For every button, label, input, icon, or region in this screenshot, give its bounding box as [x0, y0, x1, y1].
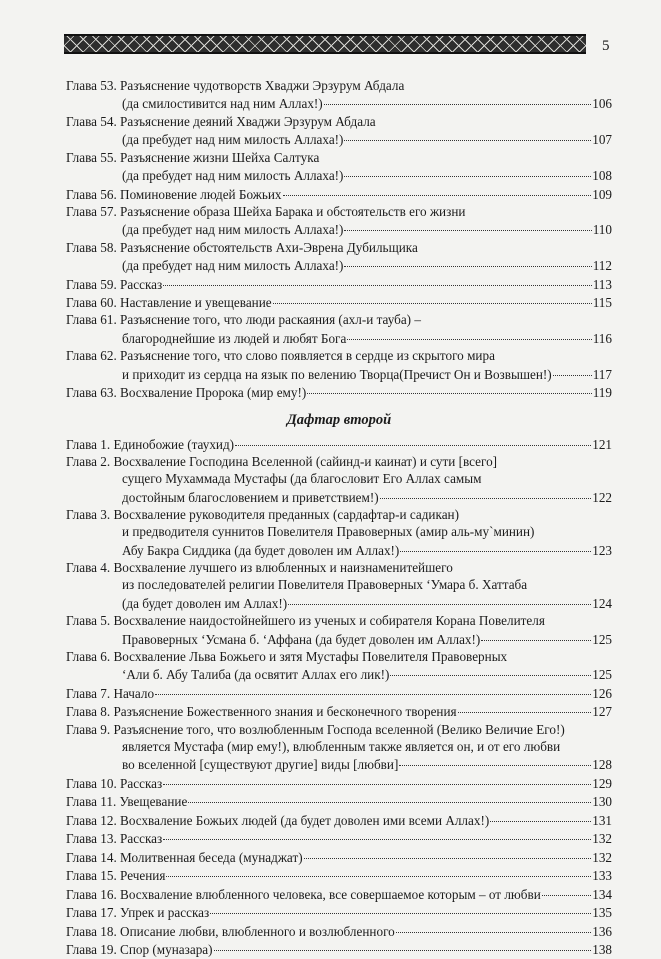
dot-leader	[188, 789, 591, 803]
toc-entry-title: Глава 56. Поминовение людей Божьих	[66, 186, 282, 202]
toc-entry	[66, 702, 612, 720]
toc-entry-title: (да пребудет над ним милость Аллаха!)	[122, 258, 344, 274]
toc-entry	[66, 184, 612, 202]
toc-entry-line	[66, 866, 612, 884]
dot-leader	[344, 217, 591, 231]
toc-entry-title: Глава 7. Начало	[66, 685, 155, 701]
dot-leader	[324, 91, 592, 105]
dot-leader	[163, 771, 591, 785]
toc-entry-line: Глава 6. Восхваление Льва Божьего и зятя Мустафы Повелителя Правоверных	[66, 648, 508, 664]
dot-leader	[288, 591, 591, 605]
toc-entry-title: Глава 13. Рассказ	[66, 831, 163, 847]
toc-entry-line	[66, 594, 612, 612]
toc-page-number: 125	[592, 631, 612, 647]
toc-section-2	[66, 434, 612, 958]
table-of-contents	[66, 77, 612, 959]
toc-entry-line	[66, 383, 612, 401]
dot-leader	[210, 900, 591, 914]
dot-leader	[273, 290, 592, 304]
dot-leader	[214, 937, 592, 951]
toc-entry-title: Глава 15. Речения	[66, 868, 166, 884]
toc-entry-line	[66, 184, 612, 202]
toc-entry-title: Правоверных ʻУсмана б. ʻАффана (да будет доволен им Аллах!)	[122, 631, 481, 647]
dot-leader	[553, 361, 592, 375]
toc-page-number: 130	[592, 794, 612, 810]
toc-entry-title: достойным благословением и приветствием!)	[122, 489, 379, 505]
toc-entry	[66, 383, 612, 401]
toc-page-number: 126	[592, 685, 612, 701]
toc-page-number: 127	[592, 704, 612, 720]
toc-entry-title: Глава 17. Упрек и рассказ	[66, 905, 210, 921]
toc-page-number: 124	[592, 595, 612, 611]
toc-entry-line	[66, 434, 612, 452]
toc-page-number: 132	[592, 849, 612, 865]
toc-entry-line: Глава 4. Восхваление лучшего из влюбленных и наизнаменитейшего	[66, 560, 453, 576]
toc-entry-title: Глава 59. Рассказ	[66, 276, 163, 292]
dot-leader	[390, 662, 591, 676]
dot-leader	[166, 863, 591, 877]
dot-leader	[163, 826, 591, 840]
toc-page-number: 129	[592, 775, 612, 791]
dot-leader	[490, 808, 591, 822]
toc-page-number: 125	[592, 667, 612, 683]
page-number: 5	[602, 38, 610, 54]
toc-page-number: 119	[592, 385, 612, 401]
toc-entry	[66, 311, 612, 347]
dot-leader	[400, 538, 591, 552]
toc-entry-line	[66, 130, 612, 148]
header-ornament	[64, 34, 586, 54]
toc-page-number: 112	[592, 258, 612, 274]
toc-entry-line: из последователей религии Повелителя Правоверных ʻУмара б. Хаттаба	[122, 577, 528, 593]
toc-page-number: 135	[592, 905, 612, 921]
toc-page-number: 133	[592, 868, 612, 884]
toc-entry-line: Глава 3. Восхваление руководителя преданных (сардафтар-и садикан)	[66, 506, 459, 522]
toc-page-number: 128	[592, 757, 612, 773]
toc-entry-title: Абу Бакра Сиддика (да будет доволен им Аллах!)	[122, 542, 400, 558]
toc-entry	[66, 940, 612, 958]
toc-entry-line: и предводителя суннитов Повелителя Правоверных (амир аль-му`минин)	[122, 524, 535, 540]
toc-entry-line: Глава 58. Разъяснение обстоятельств Ахи-Эврена Дубильщика	[66, 239, 418, 255]
toc-page-number: 136	[592, 923, 612, 939]
toc-entry	[66, 453, 612, 506]
toc-page-number: 117	[592, 366, 612, 382]
dot-leader	[399, 752, 591, 766]
section-heading: Дафтар второй	[286, 412, 392, 429]
toc-page-number: 138	[592, 942, 612, 958]
dot-leader	[304, 845, 592, 859]
toc-page-number: 115	[592, 295, 612, 311]
toc-entry-title: Глава 1. Единобожие (таухид)	[66, 436, 235, 452]
toc-entry	[66, 559, 612, 612]
toc-entry	[66, 149, 612, 185]
toc-entry-line: Глава 61. Разъяснение того, что люди раскаяния (ахл-и тауба) –	[66, 312, 421, 328]
toc-entry-line: Глава 62. Разъяснение того, что слово появляется в сердце из скрытого мира	[66, 348, 495, 364]
toc-entry-title: Глава 14. Молитвенная беседа (мунаджат)	[66, 849, 303, 865]
toc-entry-title: (да пребудет над ним милость Аллаха!)	[122, 132, 344, 148]
toc-entry-line: Глава 55. Разъяснение жизни Шейха Салтука	[66, 149, 320, 165]
dot-leader	[307, 380, 591, 394]
toc-entry-line	[66, 220, 612, 238]
toc-entry	[66, 77, 612, 113]
toc-entry	[66, 721, 612, 774]
toc-entry-line	[66, 541, 612, 559]
dot-leader	[396, 919, 591, 933]
toc-page-number: 107	[592, 132, 612, 148]
toc-entry	[66, 612, 612, 648]
toc-entry-line	[66, 940, 612, 958]
toc-entry-title: (да пребудет над ним милость Аллаха!)	[122, 222, 344, 238]
dot-leader	[380, 484, 592, 498]
toc-entry-line: сущего Мухаммада Мустафы (да благословит Его Аллах самым	[122, 471, 482, 487]
toc-entry-line	[66, 629, 612, 647]
toc-entry-title: Глава 10. Рассказ	[66, 775, 163, 791]
toc-entry-title: во вселенной [существуют другие] виды [любви]	[122, 757, 399, 773]
toc-entry-title: Глава 19. Спор (муназара)	[66, 942, 213, 958]
toc-entry	[66, 113, 612, 149]
toc-entry-line: Глава 54. Разъяснение деяний Хваджи Эрзурум Абдала	[66, 113, 376, 129]
toc-entry-line	[66, 293, 612, 311]
toc-section-1	[66, 77, 612, 401]
toc-entry-line: Глава 53. Разъяснение чудотворств Хваджи Эрзурум Абдала	[66, 78, 405, 93]
toc-entry-line	[66, 94, 612, 112]
dot-leader	[542, 882, 591, 896]
toc-entry	[66, 293, 612, 311]
toc-entry	[66, 434, 612, 452]
dot-leader	[481, 626, 591, 640]
dot-leader	[344, 253, 591, 267]
toc-page-number: 123	[592, 542, 612, 558]
toc-entry-line	[66, 487, 612, 505]
toc-page-number: 131	[592, 812, 612, 828]
toc-entry-line: является Мустафа (мир ему!), влюбленным также является он, и от его любви	[122, 738, 561, 754]
toc-entry-title: (да пребудет над ним милость Аллаха!)	[122, 168, 344, 184]
toc-page-number: 109	[592, 186, 612, 202]
toc-entry-title: Глава 12. Восхваление Божьих людей (да будет доволен ими всеми Аллах!)	[66, 812, 490, 828]
dot-leader	[344, 127, 591, 141]
toc-entry-line: Глава 57. Разъяснение образа Шейха Барака и обстоятельств его жизни	[66, 203, 466, 219]
dot-leader	[163, 271, 591, 285]
toc-page-number: 122	[592, 489, 612, 505]
toc-page-number: 134	[592, 886, 612, 902]
toc-entry-title: Глава 11. Увещевание	[66, 794, 188, 810]
toc-page-number: 110	[592, 222, 612, 238]
toc-entry-title: и приходит из сердца на язык по велению Творца(Пречист Он и Возвышен!)	[122, 366, 552, 382]
toc-entry-line	[66, 329, 612, 347]
dot-leader	[235, 431, 591, 445]
toc-entry-title: (да смилостивится над ним Аллах!)	[122, 96, 323, 112]
toc-entry-line: Глава 2. Восхваление Господина Вселенной (сайинд-и каинат) и сути [всего]	[66, 453, 498, 469]
toc-entry	[66, 203, 612, 239]
toc-entry-title: Глава 18. Описание любви, влюбленного и возлюбленного	[66, 923, 395, 939]
toc-entry	[66, 866, 612, 884]
toc-entry-title: (да будет доволен им Аллах!)	[122, 595, 288, 611]
toc-entry-title: ʻАли б. Абу Талиба (да освятит Аллах его лик!)	[122, 667, 390, 683]
toc-entry-line	[66, 702, 612, 720]
dot-leader	[344, 163, 591, 177]
toc-page-number: 116	[592, 330, 612, 346]
toc-entry-title: Глава 8. Разъяснение Божественного знания и бесконечного творения	[66, 704, 457, 720]
toc-entry	[66, 347, 612, 383]
toc-entry-line: Глава 5. Восхваление наидостойнейшего из ученых и собирателя Корана Повелителя	[66, 613, 545, 629]
dot-leader	[347, 326, 591, 340]
dot-leader	[458, 699, 592, 713]
toc-entry-title: Глава 63. Восхваление Пророка (мир ему!)	[66, 385, 307, 401]
toc-page-number: 106	[592, 96, 612, 112]
toc-entry-title: Глава 16. Восхваление влюбленного человека, все совершаемое которым – от любви	[66, 886, 541, 902]
toc-page-number: 113	[592, 276, 612, 292]
toc-entry-title: Глава 60. Наставление и увещевание	[66, 295, 272, 311]
toc-entry	[66, 648, 612, 684]
toc-entry	[66, 239, 612, 275]
toc-entry	[66, 506, 612, 559]
toc-page-number: 121	[592, 436, 612, 452]
toc-page-number: 108	[592, 168, 612, 184]
toc-entry-title: благороднейшие из людей и любят Бога	[122, 330, 347, 346]
toc-page-number: 132	[592, 831, 612, 847]
toc-entry-line: Глава 9. Разъяснение того, что возлюбленным Господа вселенной (Велико Величие Его!)	[66, 721, 565, 737]
dot-leader	[155, 681, 591, 695]
dot-leader	[283, 181, 592, 195]
